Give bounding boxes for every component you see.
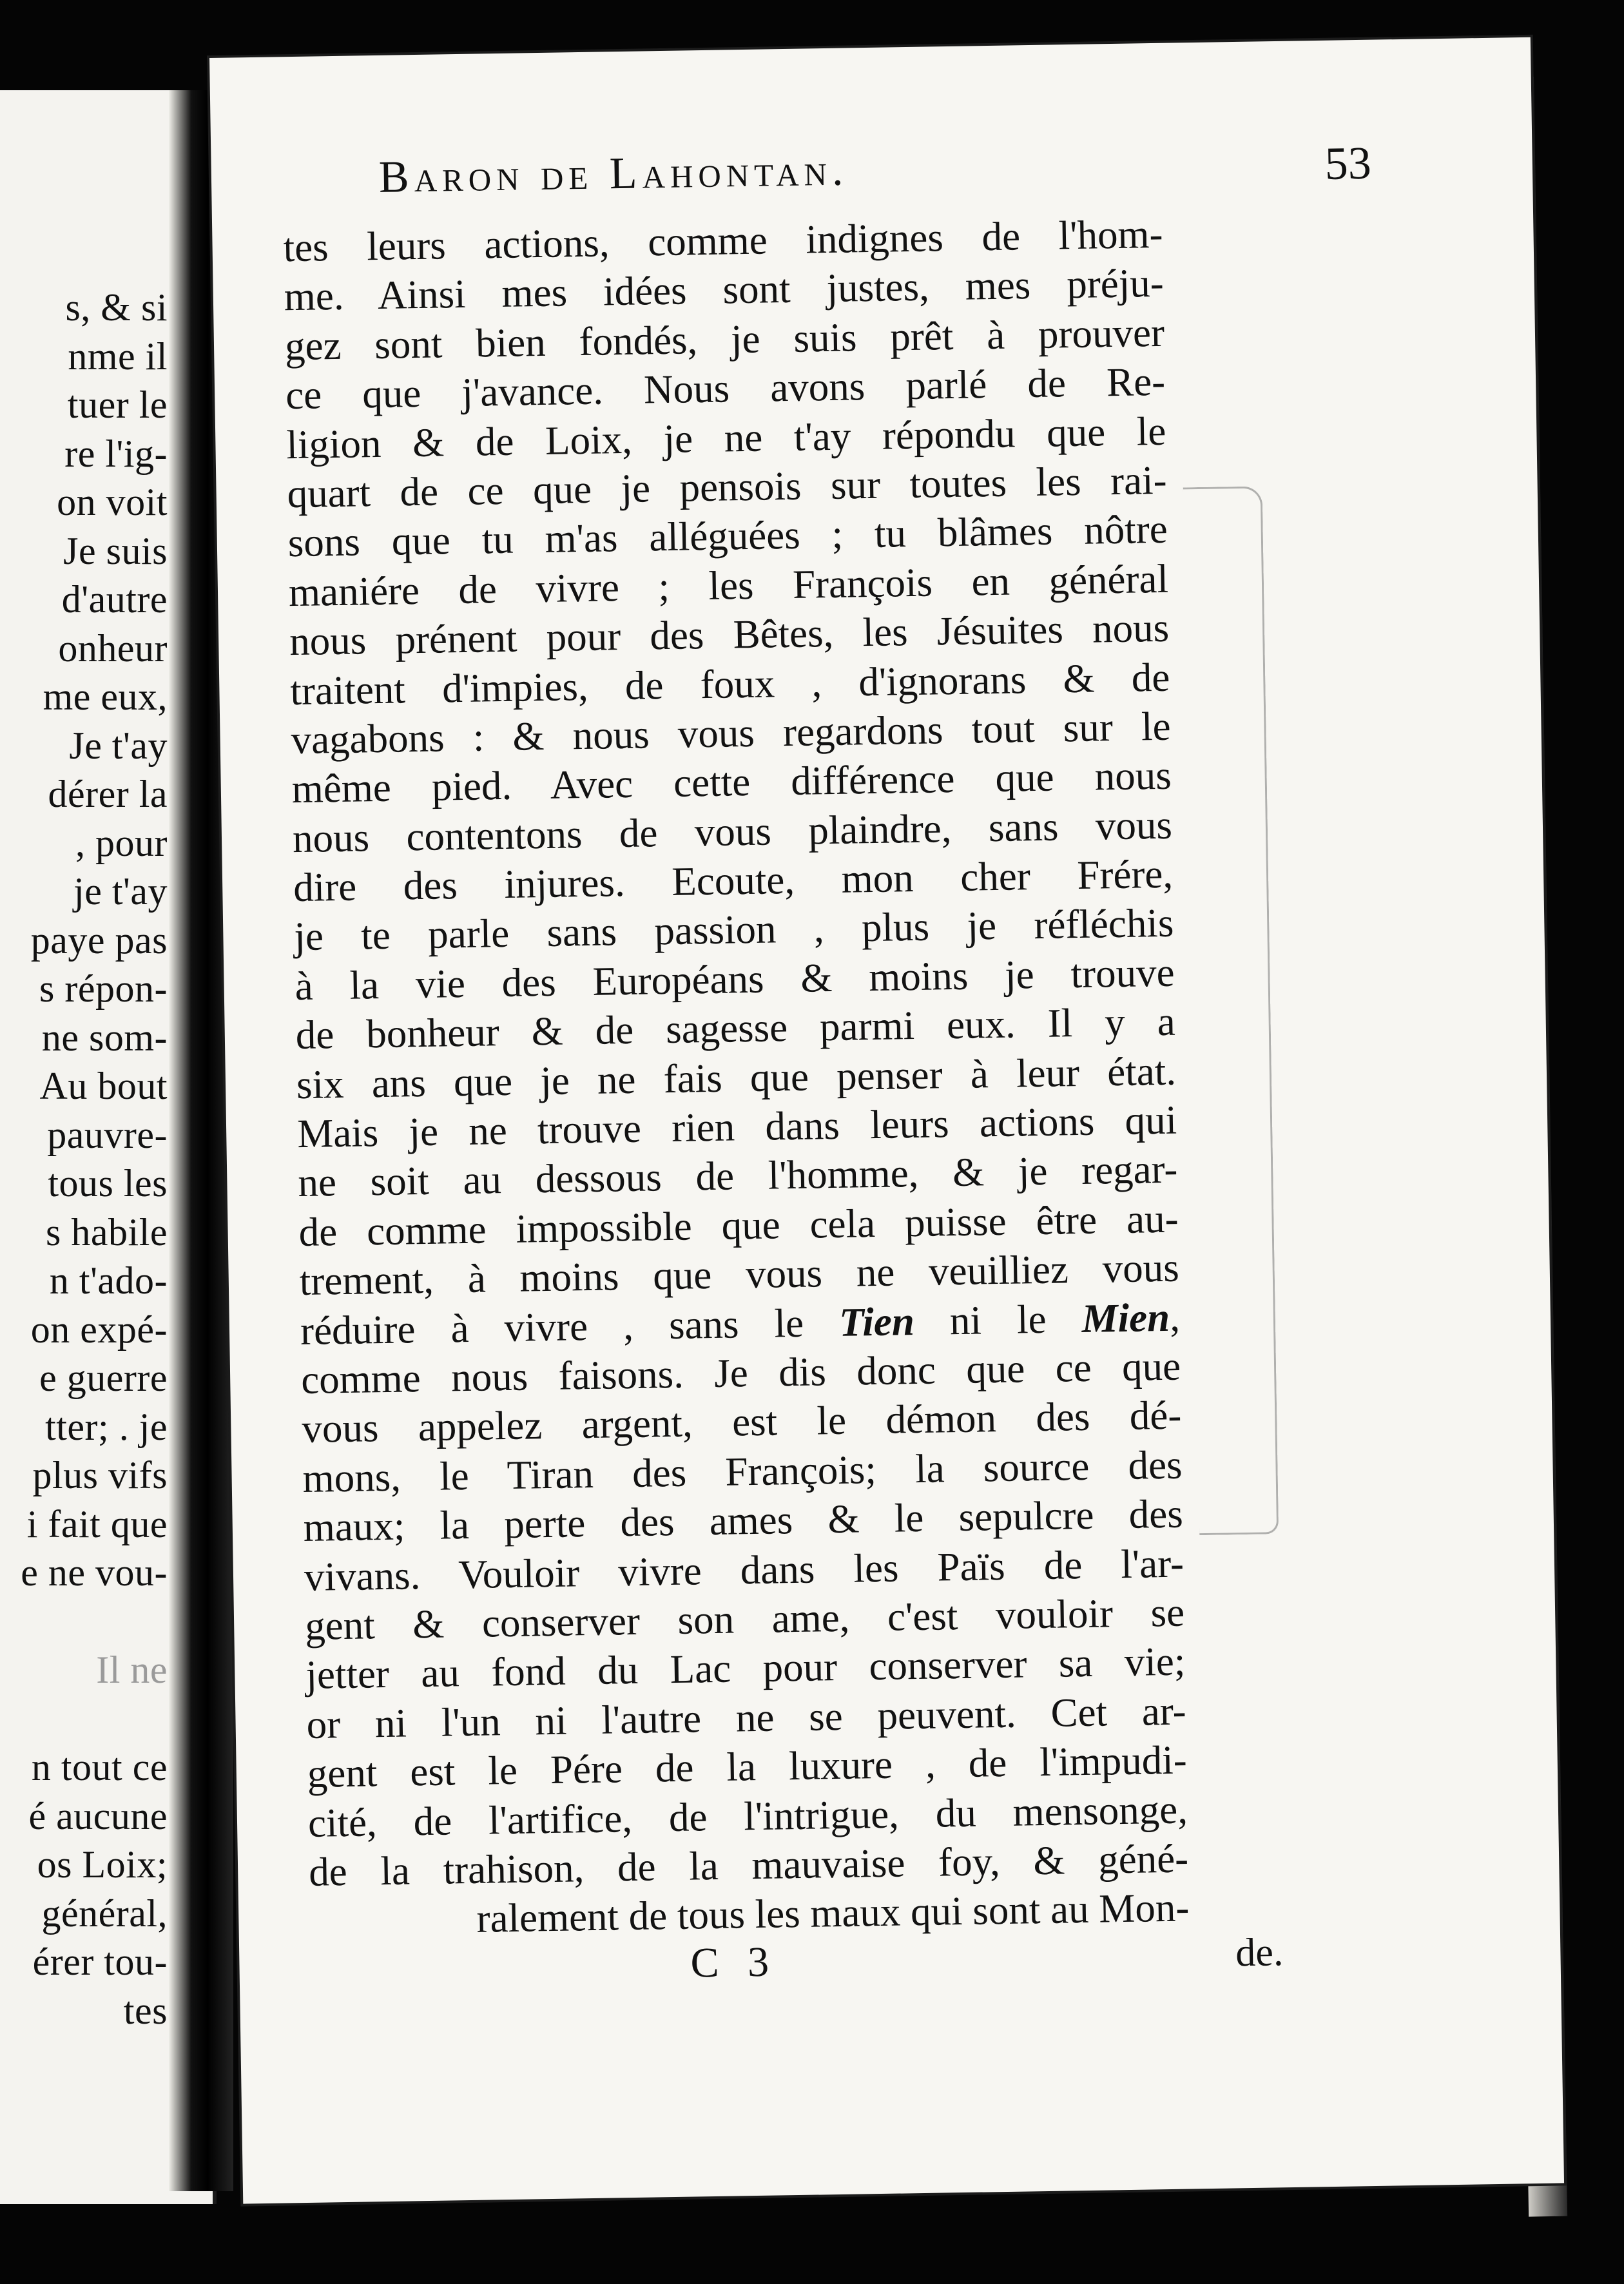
previous-page-line: ne som- [41, 1016, 168, 1059]
previous-page-line: paye pas [30, 918, 168, 962]
running-head: Baron de Lahontan. [378, 145, 849, 202]
text-segment: ne soit au dessous de l'homme, & je regar- [297, 1147, 1178, 1206]
previous-page-line: , pour [75, 821, 168, 864]
text-segment: gent & conserver son ame, c'est vouloir se [304, 1589, 1185, 1649]
previous-page-line: e ne vou- [21, 1551, 168, 1594]
previous-page-line: érer tou- [32, 1940, 168, 1983]
text-segment: maniére de vivre ; les François en général [288, 556, 1169, 615]
previous-page-line: plus vifs [32, 1454, 168, 1496]
previous-page-line: i fait que [26, 1502, 168, 1545]
text-segment: trement, à moins que vous ne veuilliez vous [299, 1244, 1180, 1304]
text-segment: ligion & de Loix, je ne t'ay répondu que le [285, 408, 1166, 467]
previous-page-line: s habile [46, 1210, 168, 1253]
previous-page-line: n tout ce [31, 1746, 168, 1788]
text-segment: je te parle sans passion , plus je réfléchis [293, 900, 1174, 960]
previous-page-line: on expé- [30, 1308, 168, 1351]
text-segment: tes leurs actions, comme indignes de l'hom- [283, 211, 1164, 271]
text-segment: Mais je ne trouve rien dans leurs actions qui [296, 1097, 1177, 1157]
text-segment: ni le [914, 1295, 1083, 1344]
text-segment: quart de ce que je pensois sur toutes les rai- [287, 457, 1168, 517]
previous-page-line: tes [123, 1989, 168, 2032]
text-segment: mons, le Tiran des François; la source des [302, 1442, 1183, 1501]
previous-page-line: Au bout [39, 1065, 168, 1107]
text-segment: de comme impossible que cela puisse être au- [298, 1195, 1179, 1255]
page-body-text [283, 209, 1190, 1946]
previous-page-line: tter; . je [45, 1405, 168, 1448]
text-segment: maux; la perte des ames & le sepulcre des [303, 1491, 1184, 1551]
text-segment: gent est le Pére de la luxure , de l'impudi- [307, 1737, 1188, 1797]
signature-mark: C 3 [690, 1938, 778, 1987]
text-segment: me. Ainsi mes idées sont justes, mes préju- [284, 260, 1165, 320]
text-segment: à la vie des Européans & moins je trouve [295, 949, 1175, 1009]
book-page [209, 37, 1564, 2204]
previous-page-line: tous les [48, 1162, 168, 1205]
text-segment: or ni l'un ni l'autre ne se peuvent. Cet ar- [306, 1688, 1187, 1747]
page-header [378, 137, 1372, 223]
previous-page-line [0, 1598, 168, 1647]
text-segment: vous appelez argent, est le démon des dé- [301, 1392, 1182, 1452]
text-segment: gez sont bien fondés, je suis prêt à prouver [284, 309, 1165, 369]
previous-page-line: général, [41, 1892, 168, 1935]
emphasized-word: Mien [1081, 1294, 1170, 1341]
previous-page-line: é aucune [28, 1794, 168, 1837]
text-segment: , [1169, 1294, 1181, 1340]
text-segment: nous prénent pour des Bêtes, les Jésuites nous [289, 605, 1170, 664]
text-segment: même pied. Avec cette différence que nous [291, 752, 1172, 812]
text-segment: nous contentons de vous plaindre, sans vous [292, 802, 1173, 861]
previous-page-line: tuer le [67, 383, 168, 426]
text-segment: ralement de tous les maux qui sont au Mon- [476, 1884, 1190, 1942]
text-segment: de bonheur & de sagesse parmi eux. Il y a [295, 998, 1176, 1058]
text-segment: comme nous faisons. Je dis donc que ce que [300, 1343, 1181, 1402]
page-number: 53 [1324, 137, 1372, 189]
emphasized-word: Tien [838, 1298, 915, 1345]
previous-page-line: d'autre [61, 578, 168, 621]
text-segment: ce que j'avance. Nous avons parlé de Re- [285, 358, 1166, 418]
previous-page-text [0, 284, 168, 2035]
catchword: de. [1235, 1930, 1284, 1975]
previous-page-line: re l'ig- [64, 432, 168, 475]
previous-page-line: me eux, [43, 675, 168, 718]
text-segment: cité, de l'artifice, de l'intrigue, du mensonge, [307, 1786, 1188, 1846]
paper-slip-outline [1183, 486, 1279, 1535]
text-segment: réduire à vivre , sans le [300, 1299, 840, 1353]
previous-page-line: on voit [57, 481, 168, 523]
previous-page-line: os Loix; [37, 1843, 168, 1886]
text-segment: sons que tu m'as alléguées ; tu blâmes nôtre [287, 507, 1168, 566]
previous-page-line: Il ne [96, 1649, 168, 1691]
previous-page-line: s répon- [39, 967, 168, 1010]
previous-page-line: Je suis [63, 529, 168, 572]
text-segment: vivans. Vouloir vivre dans les Païs de l'ar- [304, 1540, 1184, 1600]
text-segment: six ans que je ne fais que penser à leur état. [296, 1048, 1177, 1107]
text-segment: dire des injures. Ecoute, mon cher Frére, [293, 851, 1174, 911]
previous-page-line: n t'ado- [49, 1259, 168, 1302]
previous-page-line: onheur [58, 626, 168, 670]
previous-page-line: dérer la [48, 773, 168, 815]
previous-page-line: nme il [68, 334, 168, 378]
previous-page-line: s, & si [65, 286, 168, 329]
text-segment: jetter au fond du Lac pour conserver sa vie; [305, 1638, 1186, 1698]
previous-page-line: je t'ay [73, 870, 168, 913]
text-segment: de la trahison, de la mauvaise foy, & géné- [308, 1835, 1189, 1895]
previous-page-line: e guerre [39, 1357, 168, 1399]
previous-page-line: Je t'ay [69, 724, 168, 767]
text-segment: vagabons : & nous vous regardons tout sur le [291, 703, 1172, 763]
previous-page-line: pauvre- [47, 1113, 168, 1156]
previous-page-line [0, 1695, 168, 1744]
text-segment: traitent d'impies, de foux , d'ignorans & de [289, 654, 1170, 713]
